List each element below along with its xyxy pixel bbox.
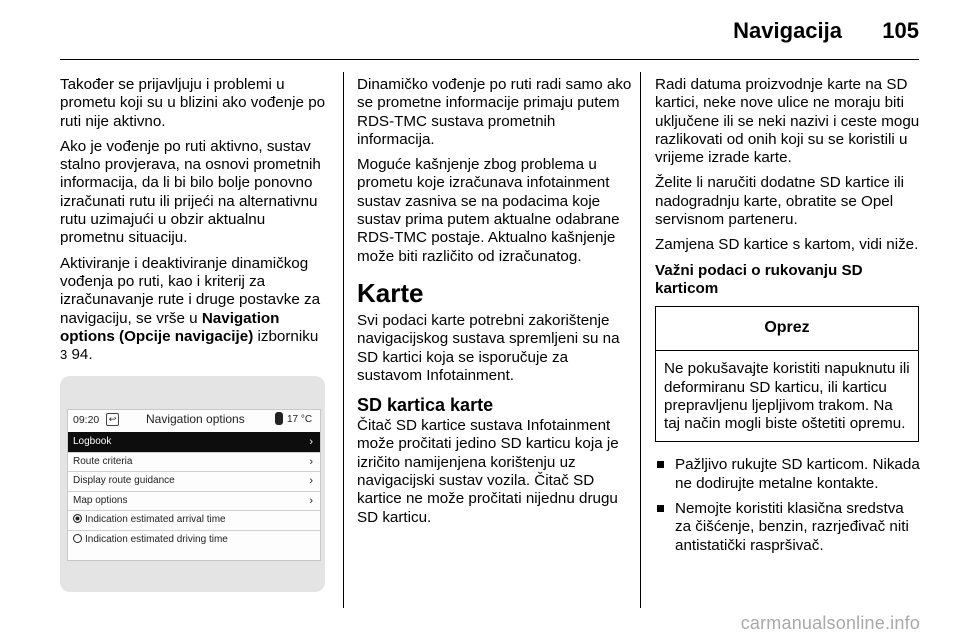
screen-temperature: 17 °C — [287, 414, 313, 426]
important-heading: Važni podaci o rukovanju SD karticom — [655, 261, 863, 297]
column-2 — [357, 76, 632, 534]
paragraph: Ako je vođenje po ruti aktivno, sustav stalno provjerava, na osnovi prometnih informacija, da li bi bilo bolje ponovno izračunati rutu ili prijeći na alternativnu rutu uzimajući u obzir aktualnu prometnu situaciju. — [60, 137, 321, 247]
back-icon[interactable]: ↩ — [106, 413, 119, 426]
menu-item-display-route-guidance[interactable] — [68, 471, 320, 491]
paragraph: Također se prijavljuju i problemi u prometu koji su u blizini ako vođenje po ruti nije aktivno. — [60, 76, 326, 130]
menu-reference: Navigation options (Opcije navigacije) — [60, 309, 280, 345]
caution-box — [655, 306, 919, 442]
chevron-right-icon: › — [309, 475, 313, 488]
paragraph-text: Aktiviranje i deaktiviranje dinamičkog vođenja po ruti, kao i kriterij za izračunavanje rute i druge postavke za navigaciju, se vrše u — [60, 254, 321, 327]
radio-option-arrival-time[interactable] — [68, 510, 320, 530]
list-item — [655, 456, 923, 493]
header-divider — [60, 59, 919, 60]
paragraph-text: izborniku — [253, 327, 319, 345]
paragraph: Radi datuma proizvodnje karte na SD kartici, neke nove ulice ne moraju biti uključene ili se neki nazivi i ceste mogu razlikovati od onih koji su se koristili u vrijeme izrade karte. — [655, 76, 920, 167]
menu-item-label: Map options — [73, 494, 128, 506]
caution-title: Oprez — [656, 307, 918, 351]
caution-text: Ne pokušavajte koristiti napuknutu ili deformiranu SD karticu, ili karticu prepravljenu ljepljivom trakom. Na taj način mogli biste oštetiti opremu. — [664, 360, 910, 433]
chevron-right-icon: › — [309, 455, 313, 468]
watermark: carmanualsonline.info — [740, 613, 920, 633]
radio-label: Indication estimated driving time — [85, 533, 228, 545]
menu-item-label: Route criteria — [73, 455, 133, 467]
page-header-title: Navigacija — [733, 18, 842, 43]
screen-clock: 09:20 — [73, 414, 100, 427]
chevron-right-icon: › — [309, 494, 313, 507]
thermometer-icon — [275, 412, 283, 425]
infotainment-screen — [67, 409, 321, 561]
list-item-text: Pažljivo rukujte SD karticom. Nikada ne dodirujte metalne kontakte. — [675, 456, 920, 492]
column-1 — [60, 76, 330, 592]
column-divider-1 — [343, 72, 344, 608]
paragraph: Dinamičko vođenje po ruti radi samo ako se prometne informacije primaju putem RDS-TMC sustava prometnih informacija. — [357, 76, 632, 148]
menu-item-label: Logbook — [73, 436, 112, 448]
list-item-text: Nemojte koristiti klasična sredstva za čišćenje, benzin, razrjeđivač niti antistatički raspršivač. — [675, 500, 909, 554]
paragraph: Svi podaci karte potrebni zakorištenje navigacijskog sustava spremljeni su na SD kartici koja se isporučuje za sustavom Infotainment. — [357, 311, 620, 384]
column-3 — [655, 76, 923, 562]
column-divider-2 — [640, 72, 641, 608]
screen-title: Navigation options — [146, 412, 245, 427]
bullet-list — [655, 456, 923, 554]
paragraph: Moguće kašnjenje zbog problema u prometu koje izračunava infotainment sustav zasniva se na podacima koje sustav prima putem aktualne odabrane RDS-TMC postaje. Aktualno kašnjenje može biti različito od izračunatog. — [357, 156, 620, 265]
chevron-right-icon: › — [309, 436, 313, 449]
section-heading-karte: Karte — [357, 277, 424, 308]
page-ref-arrow-icon: 3 — [60, 347, 68, 363]
menu-item-map-options[interactable] — [68, 491, 320, 511]
bullet-square-icon — [657, 461, 664, 468]
radio-unselected-icon — [73, 534, 82, 543]
subsection-heading-sd-card: SD kartica karte — [357, 395, 494, 416]
radio-selected-icon — [73, 514, 82, 523]
navigation-options-screenshot — [60, 376, 325, 592]
paragraph: Želite li naručiti dodatne SD kartice ili nadogradnju karte, obratite se Opel servisnom parteneru. — [655, 174, 905, 229]
page-number: 105 — [882, 18, 919, 43]
radio-option-driving-time[interactable] — [68, 530, 320, 550]
menu-item-logbook[interactable] — [68, 432, 320, 452]
screen-status-bar — [68, 410, 320, 432]
radio-label: Indication estimated arrival time — [85, 514, 226, 526]
page-ref-link[interactable]: 94. — [67, 346, 93, 364]
paragraph — [60, 255, 330, 365]
paragraph: Čitač SD kartice sustava Infotainment može pročitati jedino SD karticu koja je izričito namijenjena korištenju uz navigacijski sustav vozila. Čitač SD kartice ne može pročitati nijednu drugu SD karticu. — [357, 417, 619, 526]
bullet-square-icon — [657, 505, 664, 512]
menu-item-label: Display route guidance — [73, 475, 175, 487]
menu-item-route-criteria[interactable] — [68, 452, 320, 472]
paragraph: Zamjena SD kartice s kartom, vidi niže. — [655, 236, 919, 254]
list-item — [655, 500, 923, 555]
